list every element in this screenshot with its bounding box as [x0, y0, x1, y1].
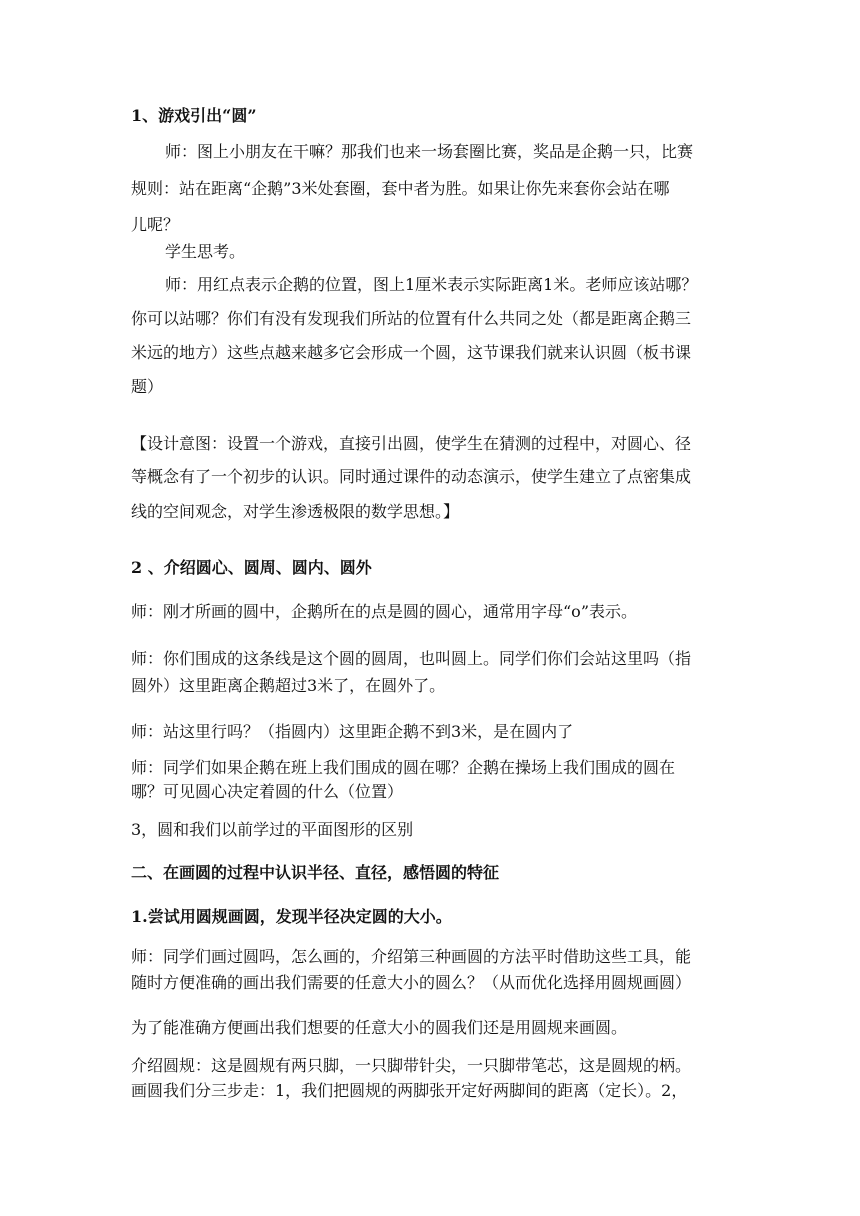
paragraph-line: 师：站这里行吗？（指圆内）这里距企鹅不到3米，是在圆内了: [131, 722, 574, 741]
heading-circle-parts: 2 、介绍圆心、圆周、圆内、圆外: [131, 558, 372, 577]
paragraph-line: 随时方便准确的画出我们需要的任意大小的圆么？（从而优化选择用圆规画圆）: [131, 973, 692, 992]
heading-section-two: 二、在画圆的过程中认识半径、直径，感悟圆的特征: [131, 863, 500, 882]
paragraph-line: 你可以站哪？你们有没有发现我们所站的位置有什么共同之处（都是距离企鹅三: [131, 309, 692, 328]
paragraph-line: 师：同学们画过圆吗，怎么画的，介绍第三种画圆的方法平时借助这些工具，能: [131, 947, 692, 966]
design-intent-line: 线的空间观念，对学生渗透极限的数学思想。】: [131, 502, 460, 521]
heading-game-intro: 1、游戏引出“圆”: [131, 106, 257, 125]
paragraph-line: 师：刚才所画的圆中，企鹅所在的点是圆的圆心，通常用字母“o”表示。: [131, 602, 637, 621]
paragraph-line: 米远的地方）这些点越来越多它会形成一个圆，这节课我们就来认识圆（板书课: [131, 343, 692, 362]
paragraph-line: 儿呢？: [131, 215, 180, 234]
paragraph-line: 3，圆和我们以前学过的平面图形的区别: [131, 820, 414, 839]
paragraph-line: 介绍圆规：这是圆规有两只脚，一只脚带针尖，一只脚带笔芯，这是圆规的柄。: [131, 1056, 692, 1075]
design-intent-line: 等概念有了一个初步的认识。同时通过课件的动态演示，使学生建立了点密集成: [131, 467, 692, 486]
paragraph-line: 师：图上小朋友在干嘛？那我们也来一场套圈比赛，奖品是企鹅一只，比赛: [165, 142, 694, 161]
paragraph-line: 画圆我们分三步走：1，我们把圆规的两脚张开定好两脚间的距离（定长）。2，: [131, 1081, 688, 1100]
paragraph-line: 学生思考。: [165, 242, 246, 261]
heading-compass: 1.尝试用圆规画圆，发现半径决定圆的大小。: [131, 907, 452, 926]
paragraph-line: 哪？可见圆心决定着圆的什么（位置）: [131, 782, 404, 801]
paragraph-line: 师：你们围成的这条线是这个圆的圆周，也叫圆上。同学们你们会站这里吗（指: [131, 649, 692, 668]
paragraph-line: 师：同学们如果企鹅在班上我们围成的圆在哪？企鹅在操场上我们围成的圆在: [131, 758, 676, 777]
paragraph-line: 圆外）这里距离企鹅超过3米了，在圆外了。: [131, 676, 446, 695]
paragraph-line: 题）: [131, 377, 164, 396]
paragraph-line: 规则：站在距离“企鹅”3米处套圈，套中者为胜。如果让你先来套你会站在哪: [131, 179, 670, 198]
paragraph-line: 为了能准确方便画出我们想要的任意大小的圆我们还是用圆规来画圆。: [131, 1018, 628, 1037]
design-intent-line: 【设计意图：设置一个游戏，直接引出圆，使学生在猜测的过程中，对圆心、径: [131, 434, 692, 453]
paragraph-line: 师：用红点表示企鹅的位置，图上1厘米表示实际距离1米。老师应该站哪？: [165, 275, 698, 294]
